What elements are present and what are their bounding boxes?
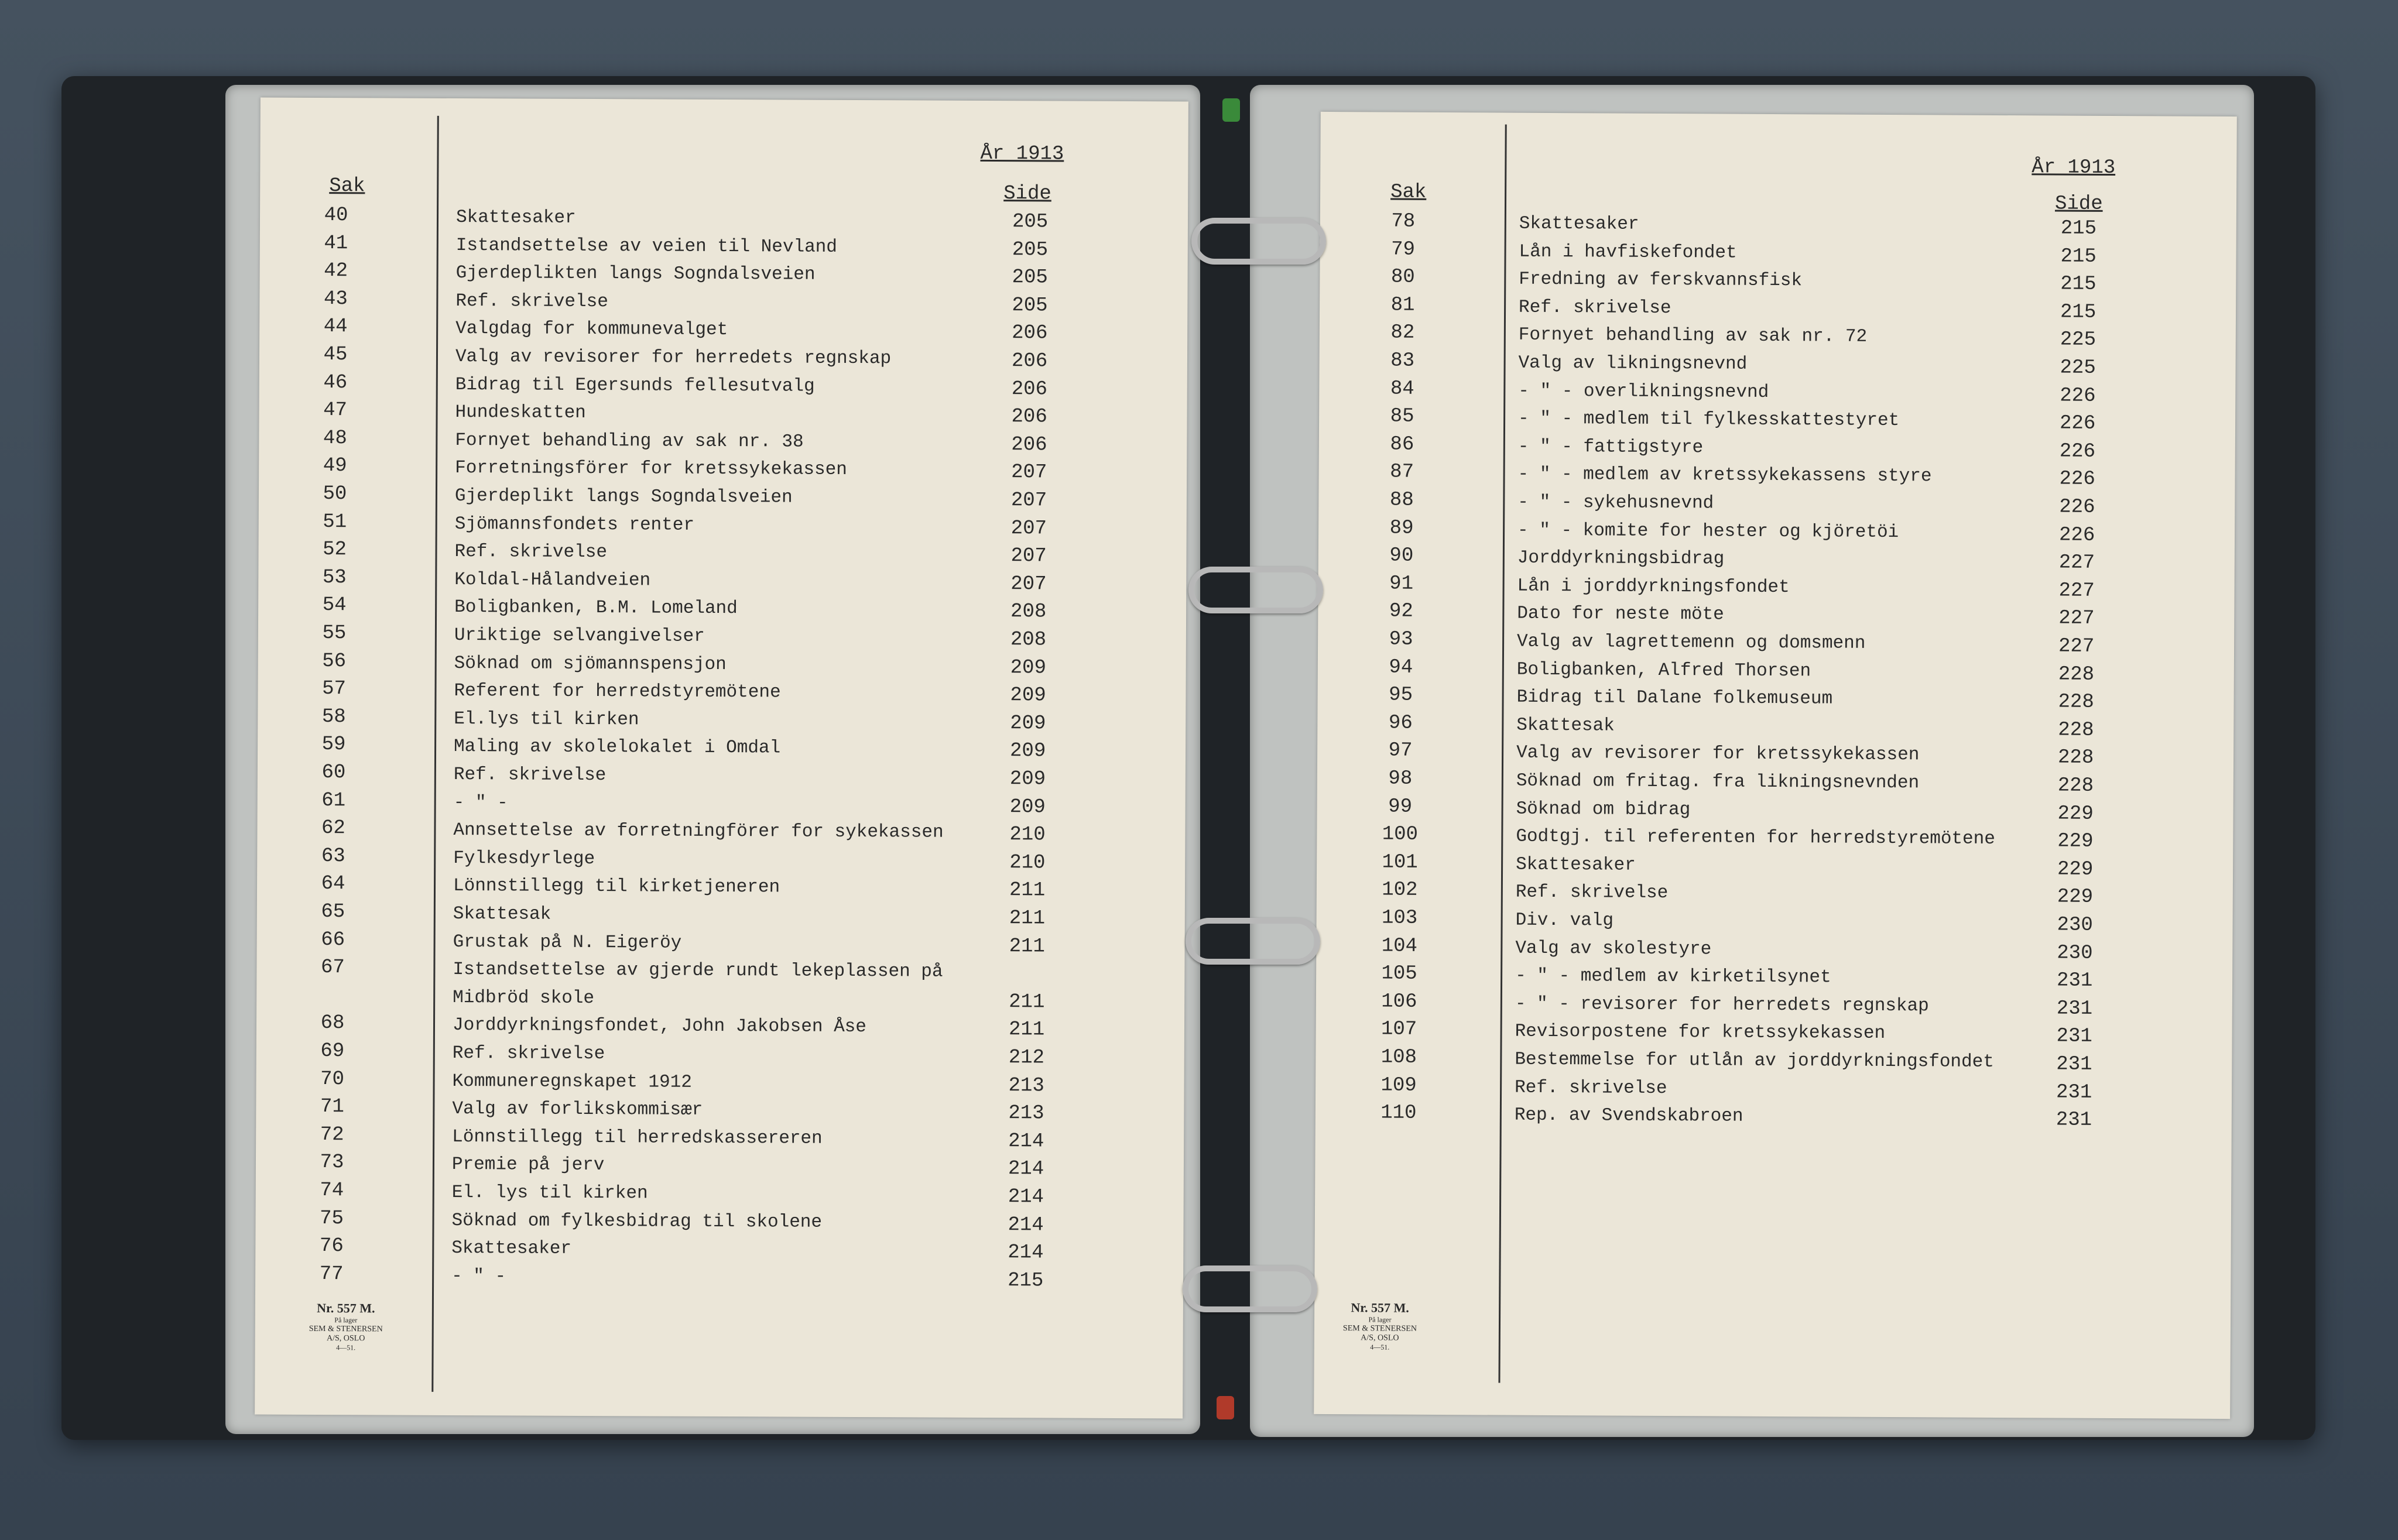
case-title: Lån i jorddyrkningsfondet <box>1517 575 1790 598</box>
page-reference: 207 <box>1010 517 1047 540</box>
case-number: 47 <box>323 399 348 422</box>
page-reference: 231 <box>2056 997 2093 1020</box>
case-number: 84 <box>1390 378 1414 400</box>
page-reference: 213 <box>1008 1102 1044 1125</box>
page-reference: 229 <box>2057 858 2094 881</box>
page-reference: 209 <box>1010 684 1046 707</box>
page-reference: 206 <box>1011 433 1047 457</box>
page-reference: 226 <box>2059 412 2096 435</box>
page-reference: 210 <box>1009 851 1046 874</box>
case-number: 91 <box>1389 572 1414 595</box>
case-title: Maling av skolelokalet i Omdal <box>454 736 781 759</box>
page-reference: 214 <box>1008 1213 1044 1237</box>
case-title: - " - medlem av kretssykekassens styre <box>1517 464 1932 487</box>
case-title: - " - medlem til fylkesskattestyret <box>1518 408 1900 431</box>
case-title: Revisorpostene for kretssykekassen <box>1515 1021 1886 1044</box>
case-title: Premie på jerv <box>451 1154 605 1176</box>
page-reference: 206 <box>1011 378 1048 401</box>
printer-name: SEM & STENERSEN A/S, OSLO <box>1342 1324 1417 1343</box>
case-title: Godtgj. til referenten for herredstyremötene <box>1516 826 1995 850</box>
case-number: 65 <box>321 901 345 924</box>
case-number: 80 <box>1390 266 1415 289</box>
case-number: 56 <box>322 650 347 673</box>
case-number: 82 <box>1390 321 1415 345</box>
left-vertical-rule <box>431 116 439 1392</box>
page-reference: 229 <box>2057 886 2094 909</box>
case-title: Skattesak <box>453 904 551 925</box>
case-title: Jorddyrkningsfondet, John Jakobsen Åse <box>452 1015 866 1038</box>
form-number: Nr. 557 M. <box>317 1300 375 1316</box>
case-number: 109 <box>1380 1074 1417 1097</box>
page-reference: 205 <box>1012 238 1049 262</box>
page-reference: 206 <box>1012 322 1048 345</box>
side-column-header: Side <box>1003 183 1051 205</box>
case-title: Hundeskatten <box>455 402 586 424</box>
case-title: El. lys til kirken <box>451 1182 648 1204</box>
page-reference: 228 <box>2058 719 2094 742</box>
page-reference: 227 <box>2058 635 2095 658</box>
case-number: 55 <box>322 622 347 645</box>
case-title: Ref. skrivelse <box>452 1042 605 1065</box>
page-reference: 225 <box>2060 328 2096 352</box>
case-title: Istandsettelse av gjerde rundt lekeplassen på <box>453 959 943 982</box>
case-number: 88 <box>1389 489 1414 512</box>
case-title: - " - revisorer for herredets regnskap <box>1515 993 1929 1017</box>
printer-name: SEM & STENERSEN A/S, OSLO <box>309 1324 383 1343</box>
case-number: 101 <box>1382 851 1418 874</box>
case-number: 52 <box>323 539 347 561</box>
page-reference: 226 <box>2059 496 2095 519</box>
left-page <box>255 98 1188 1419</box>
case-number: 68 <box>320 1012 345 1035</box>
case-number: 92 <box>1389 600 1413 623</box>
page-reference: 214 <box>1008 1130 1044 1153</box>
page-reference: 205 <box>1012 294 1048 317</box>
case-number: 99 <box>1388 795 1413 818</box>
case-number: 107 <box>1380 1018 1417 1041</box>
case-number: 57 <box>322 678 346 701</box>
case-title: Lönnstillegg til herredskassereren <box>452 1126 823 1149</box>
print-date: 4—51. <box>1370 1343 1390 1352</box>
page-reference: 215 <box>2060 301 2096 324</box>
page-reference: 231 <box>2056 1025 2092 1048</box>
case-title: Skattesaker <box>1519 213 1639 235</box>
case-number: 60 <box>321 762 346 784</box>
sak-column-header: Sak <box>329 175 365 198</box>
case-title: Forretningsförer for kretssykekassen <box>455 458 847 481</box>
case-number: 69 <box>320 1040 345 1063</box>
case-number: 54 <box>322 594 347 617</box>
case-number: 63 <box>321 845 345 867</box>
case-title: - " - fattigstyre <box>1517 436 1704 458</box>
page-reference: 231 <box>2056 1081 2092 1104</box>
page-reference: 207 <box>1011 461 1047 484</box>
page-reference: 207 <box>1010 572 1047 596</box>
case-number: 41 <box>324 232 348 255</box>
case-title: Istandsettelse av veien til Nevland <box>455 235 837 258</box>
page-reference: 231 <box>2056 1109 2092 1132</box>
case-title: Bestemmelse for utlån av jorddyrkningsfondet <box>1515 1049 1994 1072</box>
case-title: Bidrag til Dalane folkemuseum <box>1516 687 1833 709</box>
page-reference: 230 <box>2057 914 2093 937</box>
case-number: 78 <box>1391 210 1416 233</box>
case-number: 85 <box>1390 405 1414 428</box>
case-title: Valg av lagrettemenn og domsmenn <box>1517 631 1866 654</box>
page-reference: 226 <box>2060 385 2096 407</box>
case-title: Boligbanken, B.M. Lomeland <box>454 597 738 619</box>
case-title: Div. valg <box>1515 910 1614 931</box>
case-title: Ref. skrivelse <box>1515 1077 1667 1099</box>
case-number: 86 <box>1390 433 1414 456</box>
case-title: Grustak på N. Eigeröy <box>453 931 682 954</box>
case-title: Söknad om sjömannspensjon <box>454 653 727 675</box>
case-title: Boligbanken, Alfred Thorsen <box>1516 659 1811 681</box>
case-title: Ref. skrivelse <box>1515 882 1669 904</box>
case-title: Skattesaker <box>1516 854 1636 876</box>
case-title: El.lys til kirken <box>454 708 639 730</box>
case-title: Dato for neste möte <box>1517 603 1724 625</box>
case-number: 51 <box>323 510 347 533</box>
side-column-header: Side <box>2054 193 2103 215</box>
case-title: Rep. av Svendskabroen <box>1514 1105 1743 1127</box>
case-number: 73 <box>320 1151 344 1174</box>
page-reference: 207 <box>1010 489 1047 512</box>
case-title: Referent for herredstyremötene <box>454 681 781 703</box>
case-title: Söknad om fylkesbidrag til skolene <box>451 1210 823 1233</box>
page-reference: 226 <box>2059 440 2096 463</box>
page-reference: 215 <box>2060 217 2097 240</box>
case-number: 72 <box>320 1123 344 1146</box>
case-title: Ref. skrivelse <box>453 764 607 786</box>
case-number: 75 <box>320 1207 344 1230</box>
case-title: Lån i havfiskefondet <box>1519 241 1737 263</box>
case-title: Valgdag for kommunevalget <box>455 318 728 341</box>
case-title: Gjerdeplikt langs Sogndalsveien <box>454 486 793 508</box>
case-number: 49 <box>323 455 347 478</box>
case-number: 53 <box>322 566 347 589</box>
case-title: - " - sykehusnevnd <box>1517 492 1714 514</box>
case-title: Valg av likningsnevnd <box>1518 352 1748 375</box>
case-title: Jorddyrkningsbidrag <box>1517 547 1725 570</box>
case-number: 104 <box>1381 935 1418 958</box>
page-reference: 227 <box>2058 551 2095 575</box>
page-reference: 214 <box>1008 1241 1044 1264</box>
case-number: 93 <box>1389 628 1413 651</box>
case-number: 62 <box>321 817 345 840</box>
case-title: Bidrag til Egersunds fellesutvalg <box>455 374 815 397</box>
case-title: Lönnstillegg til kirketjeneren <box>453 876 780 898</box>
case-title: Sjömannsfondets renter <box>454 513 695 536</box>
page-reference: 206 <box>1011 350 1048 373</box>
case-number: 48 <box>323 427 347 450</box>
case-number: 59 <box>321 733 346 756</box>
case-title: - " - komite for hester og kjöretöi <box>1517 520 1899 543</box>
case-number: 90 <box>1389 544 1414 567</box>
case-title: Valg av forlikskommisær <box>452 1099 703 1121</box>
year-heading: År 1913 <box>2032 156 2116 180</box>
case-title: Fornyet behandling av sak nr. 72 <box>1518 325 1868 348</box>
page-reference: 225 <box>2060 356 2096 379</box>
page-reference: 215 <box>1008 1269 1044 1292</box>
case-number: 70 <box>320 1068 345 1090</box>
case-number: 50 <box>323 483 347 506</box>
page-reference: 228 <box>2058 691 2094 714</box>
case-title: Skattesaker <box>455 207 576 228</box>
binder-ring-1 <box>1191 218 1326 265</box>
page-reference: 211 <box>1009 907 1046 930</box>
case-title: Söknad om fritag. fra likningsnevnden <box>1516 770 1920 794</box>
case-title: Gjerdeplikten langs Sogndalsveien <box>455 263 816 285</box>
case-title: Skattesak <box>1516 715 1615 736</box>
sak-column-header: Sak <box>1390 181 1427 204</box>
page-reference: 211 <box>1008 1018 1045 1041</box>
binder-ring-3 <box>1186 918 1320 965</box>
page-reference: 206 <box>1011 406 1047 428</box>
page-reference: 226 <box>2058 524 2095 547</box>
case-number: 40 <box>324 204 348 227</box>
page-reference: 207 <box>1010 545 1047 568</box>
form-number: Nr. 557 M. <box>1351 1300 1409 1315</box>
case-number: 81 <box>1390 294 1415 317</box>
case-number: 105 <box>1381 962 1417 985</box>
case-number: 108 <box>1380 1046 1417 1069</box>
case-number: 98 <box>1388 767 1413 790</box>
approval-note: På lager <box>334 1316 358 1325</box>
case-title: - " - <box>453 792 508 814</box>
case-number: 43 <box>323 287 348 311</box>
binder-ring-4 <box>1183 1265 1317 1312</box>
case-title: Ref. skrivelse <box>1518 297 1671 318</box>
case-number: 94 <box>1389 656 1413 679</box>
case-number: 44 <box>323 315 348 338</box>
case-title: Midbröd skole <box>453 987 595 1009</box>
approval-note: På lager <box>1368 1315 1392 1324</box>
case-number: 46 <box>323 371 348 394</box>
case-number: 87 <box>1390 461 1414 484</box>
page-reference: 211 <box>1009 990 1045 1014</box>
case-title: Uriktige selvangivelser <box>454 625 705 647</box>
case-number: 45 <box>323 344 348 366</box>
case-number: 89 <box>1389 517 1414 540</box>
case-number: 79 <box>1391 238 1416 261</box>
page-reference: 211 <box>1009 879 1046 902</box>
case-title: Ref. skrivelse <box>455 290 608 312</box>
case-number: 76 <box>319 1235 344 1258</box>
case-title: - " - <box>451 1265 506 1287</box>
right-footer <box>1339 1300 1421 1352</box>
page-reference: 209 <box>1009 795 1046 819</box>
case-number: 66 <box>321 928 345 951</box>
page-reference: 213 <box>1008 1074 1044 1097</box>
page-reference: 231 <box>2056 969 2093 993</box>
case-title: - " - medlem av kirketilsynet <box>1515 965 1831 988</box>
case-title: - " - overlikningsnevnd <box>1518 380 1769 403</box>
page-reference: 229 <box>2057 830 2094 853</box>
case-number: 103 <box>1381 907 1418 930</box>
case-number: 58 <box>321 705 346 728</box>
page-reference: 205 <box>1012 211 1049 234</box>
left-footer <box>305 1301 387 1353</box>
print-date: 4—51. <box>336 1343 356 1352</box>
case-number: 77 <box>319 1263 344 1285</box>
page-reference: 229 <box>2057 802 2094 825</box>
page-reference: 212 <box>1008 1047 1045 1069</box>
case-number: 42 <box>324 260 348 283</box>
page-reference: 228 <box>2057 774 2094 797</box>
page-reference: 215 <box>2060 245 2096 268</box>
case-title: Valg av revisorer for herredets regnskap <box>455 347 892 369</box>
case-number: 61 <box>321 789 346 812</box>
page-reference: 228 <box>2057 746 2094 770</box>
case-number: 64 <box>321 873 345 896</box>
red-tab <box>1217 1396 1234 1419</box>
case-title: Kommuneregnskapet 1912 <box>452 1071 692 1093</box>
page-reference: 205 <box>1012 266 1048 289</box>
case-title: Fredning av ferskvannsfisk <box>1519 269 1803 291</box>
page-reference: 209 <box>1009 740 1046 763</box>
page-reference: 226 <box>2059 468 2095 491</box>
page-reference: 210 <box>1009 824 1046 846</box>
case-title: Fornyet behandling av sak nr. 38 <box>455 430 804 452</box>
case-number: 71 <box>320 1096 344 1119</box>
page-reference: 209 <box>1010 656 1046 680</box>
page-reference: 214 <box>1008 1186 1044 1209</box>
case-number: 110 <box>1380 1102 1417 1124</box>
case-title: Söknad om bidrag <box>1516 798 1691 820</box>
binder-ring-2 <box>1188 567 1323 613</box>
case-title: Ref. skrivelse <box>454 541 608 563</box>
case-number: 95 <box>1389 684 1413 706</box>
case-title: Koldal-Hålandveien <box>454 569 651 591</box>
page-reference: 227 <box>2058 607 2095 630</box>
page-reference: 209 <box>1009 768 1046 791</box>
page-reference: 230 <box>2057 942 2093 965</box>
page-reference: 228 <box>2058 663 2095 686</box>
right-page <box>1314 112 2237 1419</box>
page-reference: 231 <box>2056 1053 2092 1076</box>
right-vertical-rule <box>1498 125 1506 1383</box>
case-title: Annsettelse av forretningförer for sykekassen <box>453 820 944 843</box>
page-reference: 208 <box>1010 601 1047 623</box>
case-number: 83 <box>1390 349 1415 372</box>
year-heading: År 1913 <box>980 142 1064 166</box>
page-reference: 209 <box>1010 712 1046 735</box>
case-number: 74 <box>320 1179 344 1202</box>
page-reference: 211 <box>1009 935 1045 958</box>
case-number: 67 <box>320 956 345 979</box>
case-number: 97 <box>1388 739 1413 763</box>
case-number: 100 <box>1382 823 1419 846</box>
case-title: Valg av skolestyre <box>1515 938 1712 960</box>
page-reference: 214 <box>1008 1158 1044 1181</box>
case-title: Valg av revisorer for kretssykekassen <box>1516 743 1920 766</box>
case-title: Skattesaker <box>451 1238 572 1260</box>
case-number: 106 <box>1381 990 1417 1013</box>
green-tab <box>1222 98 1240 122</box>
page-reference: 215 <box>2060 273 2096 296</box>
case-title: Fylkesdyrlege <box>453 848 595 869</box>
case-number: 102 <box>1382 879 1418 902</box>
page-reference: 208 <box>1010 629 1047 651</box>
case-number: 96 <box>1388 712 1413 735</box>
page-reference: 227 <box>2058 579 2095 602</box>
